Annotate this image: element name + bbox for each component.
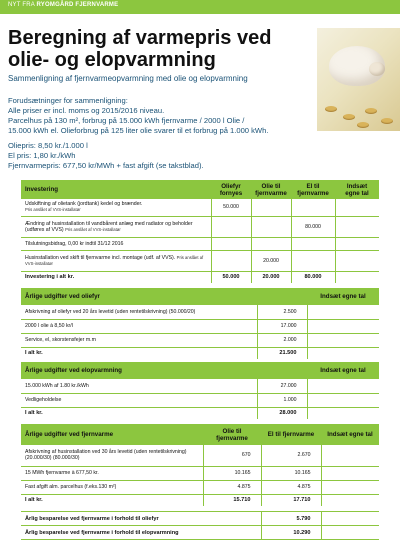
row-label: Vedligeholdelse	[21, 393, 257, 407]
piggy-snout	[369, 62, 385, 76]
row-note: Pris anslået af VVS-installatør	[65, 226, 121, 232]
savings-value: 5.790	[261, 512, 321, 526]
row-label	[21, 250, 211, 271]
custom-value-cell[interactable]	[307, 393, 379, 407]
row-label: 15.000 kWh af 1.80 kr./kWh	[21, 379, 257, 393]
total-row	[21, 347, 379, 359]
page-title: Beregning af varmepris ved olie- og elopvarmning	[8, 27, 272, 71]
investment-table	[21, 180, 379, 283]
total-row	[21, 407, 379, 419]
custom-value-cell[interactable]	[321, 494, 379, 506]
table-row	[21, 393, 379, 407]
total-label: Investering i alt kr.	[21, 271, 211, 283]
column-header: Investering	[25, 186, 59, 193]
header-text	[8, 2, 118, 8]
total-label: I alt kr.	[21, 407, 257, 419]
header-bar	[0, 0, 400, 14]
row-label: Afskrivning af oliefyr ved 20 års levetid (uden rentetilskrivning) (50.000/20)	[21, 305, 257, 319]
row-label: Afskrivning af husinstallation ved 30 års levetid (uden rentetilskrivning) (20.000/30) (80.000/30)	[21, 445, 203, 466]
custom-value-cell[interactable]	[335, 199, 379, 216]
table-row	[21, 445, 379, 466]
cell-value: 4.875	[261, 480, 321, 494]
page-subtitle: Sammenligning af fjernvarmeopvarmning med olie og elopvarmning	[8, 74, 248, 83]
total-value: 17.710	[261, 494, 321, 506]
column-header: Indsæt egne tal	[327, 431, 373, 438]
electric-heating-costs-table	[21, 362, 379, 419]
custom-value-cell[interactable]	[307, 305, 379, 319]
row-note: Pris anslået af VVS-installatør	[25, 207, 81, 213]
cell-value: 2.670	[261, 445, 321, 466]
table-header-row	[21, 362, 379, 379]
coin-icon	[365, 108, 377, 114]
cell-value	[291, 250, 335, 271]
cell-value	[251, 199, 291, 216]
row-label: 15 MWh fjernvarme à 677,50 kr.	[21, 466, 203, 480]
column-header: Olie til fjernvarme	[216, 427, 248, 442]
coin-icon	[325, 106, 337, 112]
coin-icon	[357, 122, 369, 128]
column-header: Indsæt egne tal	[320, 293, 366, 300]
header-prefix: NYT FRA	[8, 2, 37, 8]
price-line: El pris: 1,80 kr./kWh	[8, 151, 76, 160]
cell-value: 2.500	[257, 305, 307, 319]
cell-value: 27.000	[257, 379, 307, 393]
row-label	[21, 216, 211, 237]
row-label: Service, el, skorstensfejer m.m	[21, 333, 257, 347]
table-header-row	[21, 288, 379, 305]
column-header: El til fjernvarme	[297, 182, 329, 197]
cell-value: 20.000	[251, 250, 291, 271]
custom-value-cell[interactable]	[321, 512, 379, 526]
header-brand: RYOMGÅRD FJERNVARME	[36, 2, 119, 8]
table-row	[21, 199, 379, 216]
cell-value: 1.000	[257, 393, 307, 407]
column-header: Årlige udgifter ved elopvarmning	[25, 367, 122, 374]
row-label: Tilslutningsbidrag, 0,00 kr indtil 31/12 2016	[21, 237, 211, 250]
total-value: 15.710	[203, 494, 261, 506]
cell-value: 670	[203, 445, 261, 466]
total-label: I alt kr.	[21, 347, 257, 359]
table-row	[21, 333, 379, 347]
cell-value: 10.165	[261, 466, 321, 480]
total-value: 50.000	[211, 271, 251, 283]
table-row	[21, 305, 379, 319]
oil-burner-costs-table	[21, 288, 379, 359]
savings-table	[21, 511, 379, 540]
table-row	[21, 250, 379, 271]
custom-value-cell[interactable]	[321, 445, 379, 466]
custom-value-cell[interactable]	[307, 319, 379, 333]
custom-value-cell[interactable]	[321, 480, 379, 494]
district-heating-costs-table	[21, 424, 379, 506]
savings-value: 10.290	[261, 526, 321, 540]
column-header: Olie til fjernvarme	[255, 182, 287, 197]
column-header: Årlige udgifter ved oliefyr	[25, 293, 100, 300]
cell-value: 10.165	[203, 466, 261, 480]
coin-icon	[381, 118, 393, 124]
column-header: Årlige udgifter ved fjernvarme	[25, 431, 114, 438]
custom-value-cell[interactable]	[307, 407, 379, 419]
custom-value-cell[interactable]	[307, 333, 379, 347]
cell-value: 50.000	[211, 199, 251, 216]
cell-value: 4.875	[203, 480, 261, 494]
table-header-row	[21, 424, 379, 445]
row-label: 2000 l olie à 8,50 kr/l	[21, 319, 257, 333]
price-list	[8, 141, 204, 171]
row-note: Pris anslået af VVS-installatør	[25, 254, 204, 266]
total-row	[21, 494, 379, 506]
total-value: 21.500	[257, 347, 307, 359]
row-label-text: Ændring af husinstallation til vandbårent anlæg med radiator og beholder (udføres af VVS)	[25, 220, 193, 233]
column-header: Indsæt egne tal	[320, 367, 366, 374]
cell-value	[211, 237, 251, 250]
custom-value-cell[interactable]	[335, 250, 379, 271]
assumption-line: Alle priser er incl. moms og 2015/2016 niveau.	[8, 106, 165, 115]
table-row	[21, 480, 379, 494]
assumption-line: 15.000 kWh el. Olieforbrug på 125 liter olie svarer til et forbrug på 1.000 kWh.	[8, 126, 269, 135]
custom-value-cell[interactable]	[307, 379, 379, 393]
total-label: I alt kr.	[21, 494, 203, 506]
total-value: 28.000	[257, 407, 307, 419]
table-row	[21, 466, 379, 480]
savings-label: Årlig besparelse ved fjernvarme i forhold til elopvarmning	[21, 526, 261, 540]
cell-value	[211, 216, 251, 237]
table-row	[21, 237, 379, 250]
row-label-text: Udskiftning af olietank (jordtank) kedel og brænder.	[25, 201, 143, 208]
row-label	[21, 199, 211, 216]
total-value: 20.000	[251, 271, 291, 283]
row-label: Fast afgift alm. parcelhus (f.eks.130 m²)	[21, 480, 203, 494]
cell-value	[291, 199, 335, 216]
custom-value-cell[interactable]	[335, 271, 379, 283]
cell-value: 2.000	[257, 333, 307, 347]
piggy-bank-photo	[317, 28, 400, 131]
custom-value-cell[interactable]	[307, 347, 379, 359]
table-row	[21, 319, 379, 333]
cell-value	[211, 250, 251, 271]
custom-value-cell[interactable]	[335, 237, 379, 250]
cell-value: 80.000	[291, 216, 335, 237]
cell-value	[251, 237, 291, 250]
assumption-line: Forudsætninger for sammenligning:	[8, 96, 128, 105]
column-header: El til fjernvarme	[267, 431, 315, 438]
price-line: Oliepris: 8,50 kr./1.000 l	[8, 141, 88, 150]
column-header: Oliefyr fornyes	[219, 182, 243, 197]
savings-row	[21, 512, 379, 526]
custom-value-cell[interactable]	[321, 526, 379, 540]
assumption-line: Parcelhus på 130 m², forbrug på 15.000 kWh fjernvarme / 2000 l Olie /	[8, 116, 245, 125]
savings-row	[21, 526, 379, 540]
custom-value-cell[interactable]	[321, 466, 379, 480]
coin-icon	[343, 114, 355, 120]
savings-label: Årlig besparelse ved fjernvarme i forhold til oliefyr	[21, 512, 261, 526]
assumptions	[8, 96, 308, 136]
table-row	[21, 216, 379, 237]
table-row	[21, 379, 379, 393]
price-line: Fjernvarmepris: 677,50 kr/MWh + fast afgift (se takstblad).	[8, 161, 204, 170]
total-value: 80.000	[291, 271, 335, 283]
cell-value: 17.000	[257, 319, 307, 333]
cell-value	[291, 237, 335, 250]
custom-value-cell[interactable]	[335, 216, 379, 237]
column-header: Indsæt egne tal	[345, 182, 369, 197]
total-row	[21, 271, 379, 283]
cell-value	[251, 216, 291, 237]
table-header-row	[21, 180, 379, 199]
row-label-text: Husinstallation ved skift til fjernvarme incl. montage (udf. af VVS).	[25, 254, 176, 261]
